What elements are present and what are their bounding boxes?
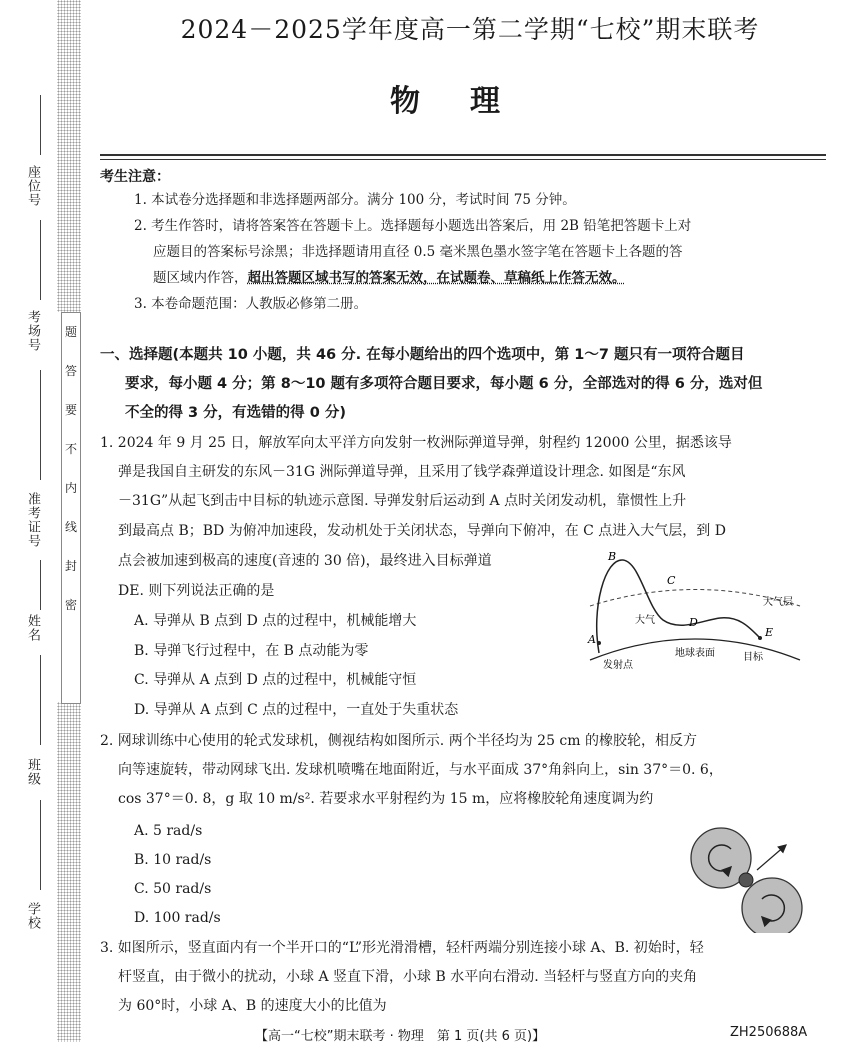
- q2-stem: cos 37°＝0. 8，g 取 10 m/s². 若要求水平射程约为 15 m，应将橡胶轮角速度调为约: [118, 791, 654, 807]
- seal-char: 封: [64, 559, 77, 573]
- label-air: 大气: [635, 615, 655, 626]
- admission-field-line[interactable]: [40, 370, 41, 480]
- q2-stem: 2. 网球训练中心使用的轮式发球机，侧视结构如图所示. 两个半径均为 25 cm 的橡胶轮，相反方: [100, 733, 697, 749]
- label-a: A: [588, 633, 596, 646]
- seal-char: 要: [64, 403, 77, 417]
- seal-char: 题: [64, 325, 77, 339]
- seal-char: 答: [64, 364, 77, 378]
- seal-char: 线: [64, 520, 77, 534]
- tennis-ball: [739, 873, 753, 887]
- q2-option-a[interactable]: A. 5 rad/s: [134, 823, 203, 839]
- binding-dot-strip-top: [57, 0, 81, 312]
- label-e: E: [765, 626, 774, 639]
- q1-stem: DE. 则下列说法正确的是: [118, 583, 275, 599]
- room-field-line[interactable]: [40, 220, 41, 300]
- name-field-line[interactable]: [40, 560, 41, 610]
- q1-stem: 弹是我国自主研发的东风－31G 洲际弹道导弹，且采用了钱学森弹道设计理念. 如图是“东风: [118, 464, 686, 480]
- q2-option-b[interactable]: B. 10 rad/s: [134, 852, 212, 868]
- paper-code: ZH250688A: [730, 1025, 808, 1040]
- q2-stem: 向等速旋转，带动网球飞出. 发球机喷嘴在地面附近，与水平面成 37°角斜向上，sin 37°＝0. 6，: [118, 762, 723, 778]
- q1-stem: －31G”从起飞到击中目标的轨迹示意图. 导弹发射后运动到 A 点时关闭发动机，靠惯性上升: [118, 493, 687, 509]
- q1-stem: 1. 2024 年 9 月 25 日，解放军向太平洋方向发射一枚洲际弹道导弹，射程约 12000 公里，据悉该导: [100, 435, 732, 451]
- admission-number-label: 准考证号: [25, 492, 40, 548]
- section-heading-cont: 要求，每小题 4 分；第 8～10 题有多项符合题目要求，每小题 6 分，全部选对的得 6 分，选对但: [125, 376, 763, 392]
- ball-launcher-figure: [685, 823, 810, 933]
- notice-item: 2. 考生作答时，请将答案答在答题卡上。选择题每小题选出答案后，用 2B 铅笔把答题卡上对: [134, 218, 692, 234]
- label-b: B: [608, 550, 617, 563]
- school-field-line[interactable]: [40, 800, 41, 890]
- room-number-label: 考场号: [25, 310, 40, 352]
- label-target: 目标: [743, 652, 763, 663]
- notice-heading: 考生注意：: [100, 169, 170, 185]
- seat-number-label: 座位号: [25, 165, 40, 207]
- missile-trajectory-figure: [585, 548, 810, 673]
- notice-item-cont: 应题目的答案标号涂黑；非选择题请用直径 0.5 毫米黑色墨水签字笔在答题卡上各题的答: [153, 244, 683, 260]
- subject-title: 物理: [390, 84, 550, 119]
- label-earth-surface: 地球表面: [675, 648, 715, 659]
- seat-field-line[interactable]: [40, 95, 41, 155]
- q1-option-b[interactable]: B. 导弹飞行过程中，在 B 点动能为零: [134, 643, 369, 659]
- section-heading-cont: 不全的得 3 分，有选错的得 0 分): [125, 405, 346, 421]
- exam-title: 2024－2025学年度高一第二学期“七校”期末联考: [180, 15, 760, 44]
- label-atmosphere: 大气层: [763, 597, 793, 608]
- header-rule-thin: [100, 159, 826, 160]
- binding-dot-strip-bottom: [57, 702, 81, 1042]
- q2-option-d[interactable]: D. 100 rad/s: [134, 910, 221, 926]
- notice-item: 3. 本卷命题范围：人教版必修第二册。: [134, 296, 368, 312]
- q1-option-c[interactable]: C. 导弹从 A 点到 D 点的过程中，机械能守恒: [134, 672, 417, 688]
- q3-stem: 为 60°时，小球 A、B 的速度大小的比值为: [118, 998, 387, 1014]
- seal-char: 不: [64, 442, 77, 456]
- section-heading: 一、选择题(本题共 10 小题，共 46 分. 在每小题给出的四个选项中，第 1～7 题只有一项符合题目: [100, 347, 745, 363]
- point-e: [758, 636, 762, 640]
- q3-stem: 杆竖直，由于微小的扰动，小球 A 竖直下滑，小球 B 水平向右滑动. 当轻杆与竖直方向的夹角: [118, 969, 698, 985]
- notice-text: 题区域内作答，: [153, 270, 248, 286]
- name-label: 姓名: [25, 614, 40, 642]
- q2-option-c[interactable]: C. 50 rad/s: [134, 881, 212, 897]
- q1-option-a[interactable]: A. 导弹从 B 点到 D 点的过程中，机械能增大: [134, 613, 417, 629]
- seal-char: 密: [64, 598, 77, 612]
- header-rule: [100, 154, 826, 156]
- page-footer: 【高一“七校”期末联考 · 物理 第 1 页(共 6 页)】: [255, 1029, 546, 1044]
- launch-direction-arrow: [757, 845, 786, 870]
- seal-line-text: [61, 312, 81, 704]
- label-d: D: [689, 616, 698, 629]
- label-launch-point: 发射点: [603, 660, 633, 671]
- q3-stem: 3. 如图所示，竖直面内有一个半开口的“L”形光滑滑槽，轻杆两端分别连接小球 A、B. 初始时，轻: [100, 940, 704, 956]
- label-c: C: [667, 574, 676, 587]
- point-a: [597, 641, 601, 645]
- class-label: 班级: [25, 758, 40, 786]
- notice-item: 1. 本试卷分选择题和非选择题两部分。满分 100 分，考试时间 75 分钟。: [134, 192, 576, 208]
- notice-item-cont: [153, 268, 833, 288]
- seal-char: 内: [64, 481, 77, 495]
- q1-option-d[interactable]: D. 导弹从 A 点到 C 点的过程中，一直处于失重状态: [134, 702, 459, 718]
- lower-rubber-wheel: [742, 878, 802, 933]
- q1-stem: 点会被加速到极高的速度(音速的 30 倍)，最终进入目标弹道: [118, 553, 492, 569]
- notice-emphasis: 超出答题区域书写的答案无效，在试题卷、草稿纸上作答无效。: [247, 270, 626, 286]
- school-label: 学校: [25, 902, 40, 930]
- class-field-line[interactable]: [40, 655, 41, 745]
- q1-stem: 到最高点 B；BD 为俯冲加速段，发动机处于关闭状态，导弹向下俯冲，在 C 点进入大气层，到 D: [118, 523, 726, 539]
